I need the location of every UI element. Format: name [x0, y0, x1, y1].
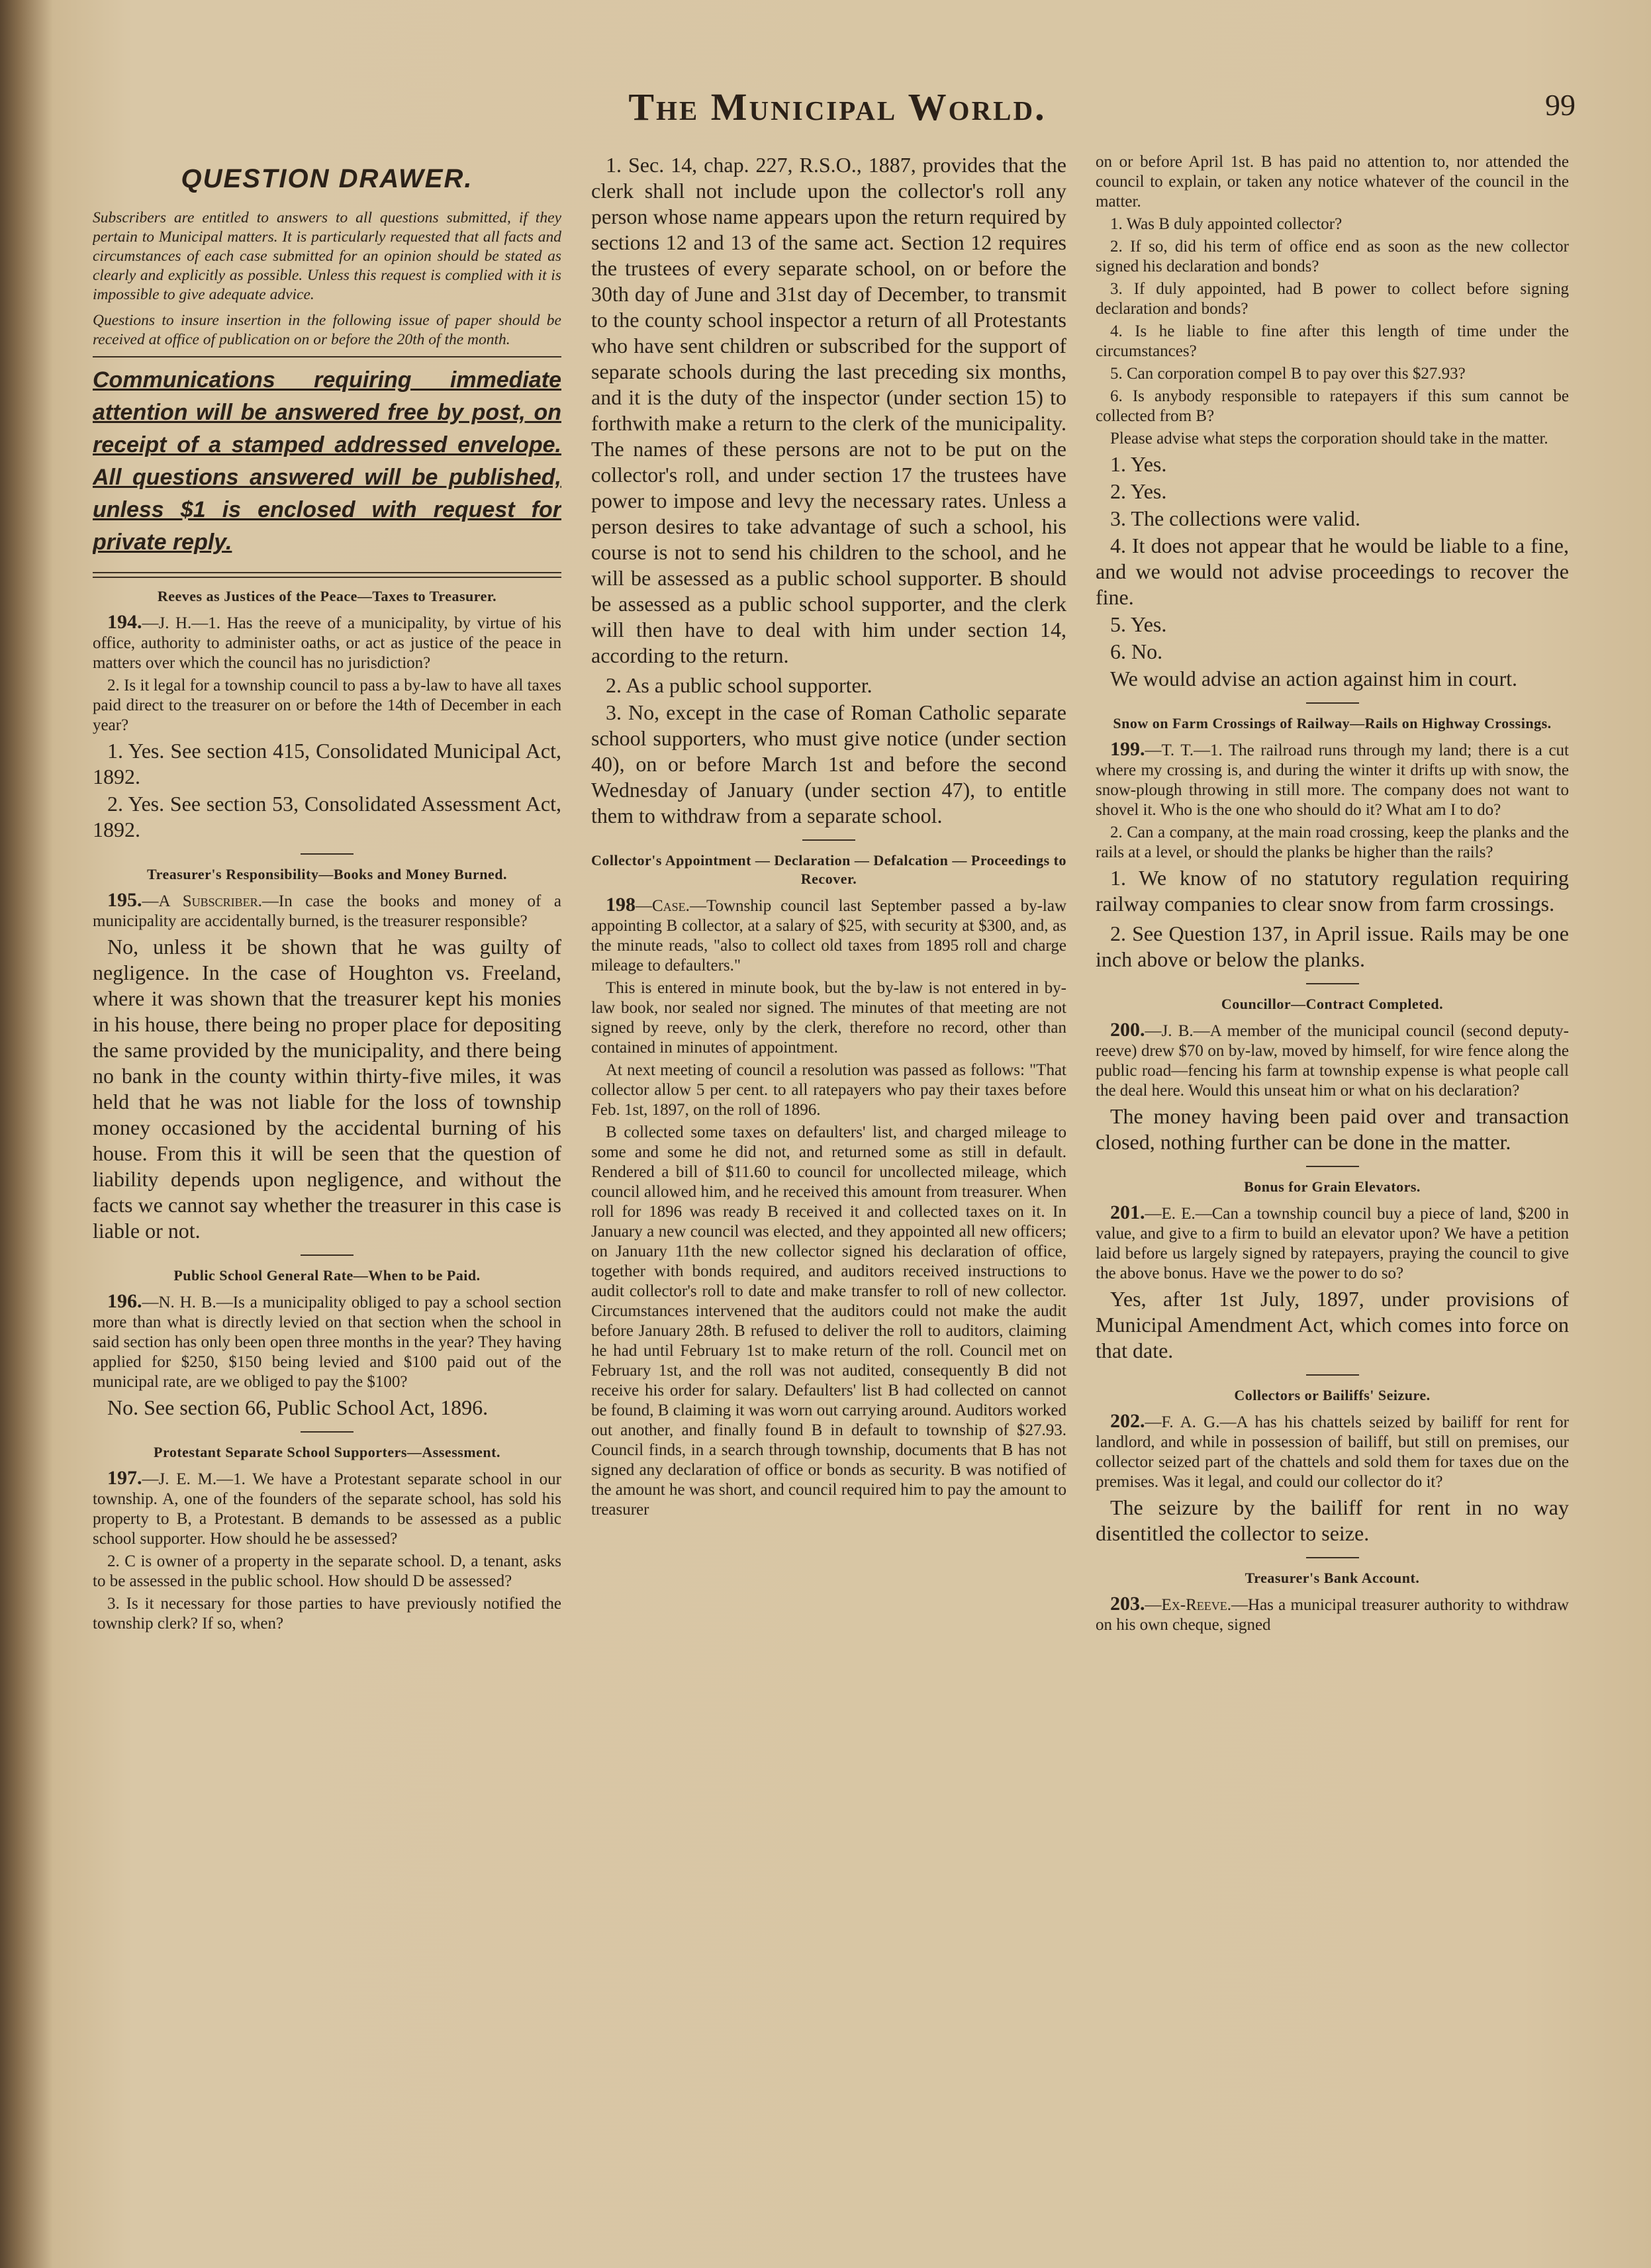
answer-198-4: 4. It does not appear that he would be liable to a fine, and we would not advise proceedings to recover the fine.	[1096, 534, 1569, 609]
answer-197-1: 1. Sec. 14, chap. 227, R.S.O., 1887, provides that the clerk shall not include upon the collector's roll any person whose name appears upon the return required by sections 12 and 13 of the same act. Section 12 requires the trustees of every separate school, on or before the 30th day of June and 31st day of December, to transmit to the county school inspector a return of all Protestants who have sent children or subscribed for the support of separate schools during the last preceding six months, and it is the duty of the inspector (under section 15) to forthwith make a return to the clerk of the municipality. The names of these persons are not to be put on the collector's roll, and under section 17 the trustees have power to impose and levy the necessary rates. Unless a person desires to take advantage of such a school, his course is not to send his children to the school, and he will be assessed as a public school supporter. B should be assessed as a public school supporter, and the clerk will then have to deal with him under section 14, according to the return.	[591, 153, 1066, 667]
question-197: 197.—J. E. M.—1. We have a Protestant separate school in our township. A, one of the founders of the separate school, has sold his property to B, a Protestant. B demands to be assessed as a public school supporter. How should he be assessed?	[93, 1467, 561, 1548]
question-198-2: 2. If so, did his term of office end as soon as the new collector signed his declaration and bonds?	[1096, 238, 1569, 275]
question-198-3: 3. If duly appointed, had B power to collect before signing declaration and bonds?	[1096, 280, 1569, 318]
short-divider	[301, 853, 354, 855]
question-198-para-3: At next meeting of council a resolution was passed as follows: "That collector allow 5 per cent. to all ratepayers who pay their taxes before Feb. 1st, 1897, on the roll of 1896.	[591, 1061, 1066, 1119]
question-198-1: 1. Was B duly appointed collector?	[1110, 215, 1343, 233]
answer-196: No. See section 66, Public School Act, 1896.	[107, 1395, 489, 1419]
question-195: 195.—A Subscriber.—In case the books and money of a municipality are accidentally burned, is the treasurer responsible?	[93, 889, 561, 930]
answer-198-5: 5. Yes.	[1110, 612, 1167, 636]
notice-box	[93, 364, 561, 559]
question-number: 201.	[1110, 1202, 1145, 1223]
short-divider	[1306, 702, 1359, 704]
answer-198-6: 6. No.	[1110, 639, 1163, 663]
heading-196: Public School General Rate—When to be Paid.	[173, 1267, 481, 1284]
short-divider	[1306, 1557, 1359, 1558]
answer-198-1: 1. Yes.	[1110, 452, 1167, 476]
short-divider	[1306, 1166, 1359, 1167]
heading-198: Collector's Appointment — Declaration — Defalcation — Proceedings to Recover.	[591, 852, 1066, 887]
question-202: 202.—F. A. G.—A has his chattels seized by bailiff for rent for landlord, and while in possession of bailiff, but still on premises, our collector seized part of the chattels and sold them for taxes due on the premises. Was it legal, and could our collector do it?	[1096, 1410, 1569, 1491]
question-194: 194.—J. H.—1. Has the reeve of a municipality, by virtue of his office, authority to administer oaths, or act as justice of the peace in matters over which the council has no jurisdiction?	[93, 611, 561, 672]
question-drawer-title: QUESTION DRAWER.	[181, 164, 473, 193]
question-number: 200.	[1110, 1019, 1145, 1041]
answer-200: The money having been paid over and transaction closed, nothing further can be done in the matter.	[1096, 1104, 1569, 1154]
answer-197-2: 2. As a public school supporter.	[606, 673, 873, 697]
question-198-continued: on or before April 1st. B has paid no attention to, nor attended the council to explain, or taken any notice whatever of the council in the matter.	[1096, 153, 1569, 211]
short-divider	[301, 1431, 354, 1433]
question-number: 194.	[107, 611, 142, 633]
question-196: 196.—N. H. B.—Is a municipality obliged to pay a school section more than what is directly levied on that section when the school in said section has only been open three months in the year? They having applied for $250, $150 being levied and $100 paid out of the municipal rate, are we obliged to pay the $100?	[93, 1290, 561, 1391]
question-198-para-4: B collected some taxes on defaulters' list, and charged mileage to some and some he did not, and returned some as still in default. Rendered a bill of $11.60 to council for uncollected mileage, which council allowed him, and he received this amount from treasurer. When roll for 1896 was ready B received it and collected taxes on it. In January a new council was elected, and they appointed all new officers; on January 11th the new collector signed his declaration of office, together with bonds required, and auditors received instructions to audit collector's roll to date and make transfer to roll of new collector. Circumstances intervened that the auditors could not make the audit before January 28th. B refused to deliver the roll to auditors, claiming he had until February 1st to make return of the roll. Council met on February 1st, and the roll was not audited, consequently B did not receive his order for salary. Defaulters' list B had collected on cannot be found, B claiming it was worn out carrying around. Auditors worked out another, and finally found B in default to township of $27.93. Council finds, in a search through township, documents that B has not signed any declaration of office or bonds as security. B was notified of the amount he was short, and council required him to pay the amount to treasurer	[591, 1123, 1066, 1519]
answer-198-advice: We would advise an action against him in court.	[1110, 667, 1518, 690]
question-201: 201.—E. E.—Can a township council buy a piece of land, $200 in value, and give to a firm to build an elevator upon? We have a petition laid before us largely signed by ratepayers, praying the council to give the above bonus. Have we the power to do so?	[1096, 1202, 1569, 1282]
intro-paragraph: Subscribers are entitled to answers to all questions submitted, if they pertain to Municipal matters. It is particularly requested that all facts and circumstances of each case submitted for an opinion should be stated as clearly and explicitly as possible. Unless this request is complied with it is impossible to give adequate advice.	[93, 209, 561, 303]
question-number: 197.	[107, 1467, 142, 1489]
question-199: 199.—T. T.—1. The railroad runs through my land; there is a cut where my crossing is, and during the winter it drifts up with snow, the snow-plough throwing in still more. The company does not want to shovel it. Who is the one who should do it? What am I to do?	[1096, 738, 1569, 819]
question-203: 203.—Ex-Reeve.—Has a municipal treasurer authority to withdraw on his own cheque, signed	[1096, 1593, 1569, 1634]
question-197-3: 3. Is it necessary for those parties to have previously notified the township clerk? If so, when?	[93, 1595, 561, 1632]
heading-202: Collectors or Bailiffs' Seizure.	[1234, 1387, 1431, 1403]
question-number: 195.	[107, 889, 142, 911]
answer-201: Yes, after 1st July, 1897, under provisions of Municipal Amendment Act, which comes into force on that date.	[1096, 1287, 1569, 1362]
question-number: 196.	[107, 1290, 142, 1312]
notice-text: Communications requiring immediate attention will be answered free by post, on receipt of a stamped addressed envelope. All questions answered will be published, unless $1 is enclosed with request for private reply.	[93, 367, 561, 555]
divider	[93, 356, 561, 357]
column-1	[93, 152, 561, 2208]
short-divider	[301, 1254, 354, 1256]
answer-195: No, unless it be shown that he was guilty of negligence. In the case of Houghton vs. Freeland, where it was shown that the treasurer kept his monies in his house, there being no proper place for depositing the same provided by the municipality, and there being no bank in the county within thirty-five miles, it was held that he was not liable for the loss of township money occasioned by the accidental burning of his house. From this it will be seen that the question of liability depends upon negligence, and without the facts we cannot say whether the treasurer in this case is liable or not.	[93, 935, 561, 1243]
answer-199-1: 1. We know of no statutory regulation requiring railway companies to clear snow from farm crossings.	[1096, 866, 1569, 916]
question-198-4: 4. Is he liable to fine after this length of time under the circumstances?	[1096, 322, 1569, 360]
answer-197-3: 3. No, except in the case of Roman Catholic separate school supporters, who must give notice (under section 40), on or before March 1st and before the second Wednesday of January (under section 47), to entitle them to withdraw from a separate school.	[591, 700, 1066, 827]
answer-202: The seizure by the bailiff for rent in no way disentitled the collector to seize.	[1096, 1495, 1569, 1545]
question-200: 200.—J. B.—A member of the municipal council (second deputy-reeve) drew $70 on by-law, moved by himself, for wire fence along the public road—fencing his farm at township expense is what people call the deal here. Would this unseat him or what on his declaration?	[1096, 1019, 1569, 1100]
page-header	[99, 85, 1576, 131]
heading-194: Reeves as Justices of the Peace—Taxes to Treasurer.	[157, 588, 497, 604]
question-199-2: 2. Can a company, at the main road crossing, keep the planks and the rails at a level, or should the planks be higher than the rails?	[1096, 824, 1569, 861]
heading-199: Snow on Farm Crossings of Railway—Rails on Highway Crossings.	[1113, 715, 1552, 732]
heading-195: Treasurer's Responsibility—Books and Money Burned.	[147, 866, 507, 882]
page-number: 99	[1545, 88, 1576, 122]
answer-194-2: 2. Yes. See section 53, Consolidated Assessment Act, 1892.	[93, 792, 561, 841]
column-3	[1096, 152, 1569, 2208]
answer-198-3: 3. The collections were valid.	[1110, 506, 1360, 530]
answer-194-1: 1. Yes. See section 415, Consolidated Municipal Act, 1892.	[93, 739, 561, 788]
double-divider	[93, 572, 561, 578]
question-198-6: 6. Is anybody responsible to ratepayers if this sum cannot be collected from B?	[1096, 387, 1569, 425]
heading-200: Councillor—Contract Completed.	[1221, 996, 1444, 1012]
answer-198-2: 2. Yes.	[1110, 479, 1167, 503]
heading-197: Protestant Separate School Supporters—Assessment.	[154, 1444, 500, 1460]
question-194-2: 2. Is it legal for a township council to pass a by-law to have all taxes paid direct to the treasurer on or before the 14th of December in each year?	[93, 677, 561, 734]
heading-203: Treasurer's Bank Account.	[1245, 1570, 1420, 1586]
intro-deadline: Questions to insure insertion in the following issue of paper should be received at office of publication on or before the 20th of the month.	[93, 312, 561, 348]
short-divider	[1306, 1374, 1359, 1376]
question-number: 203.	[1110, 1593, 1145, 1615]
question-198-5: 5. Can corporation compel B to pay over this $27.93?	[1110, 365, 1466, 383]
question-198-request: Please advise what steps the corporation should take in the matter.	[1110, 430, 1548, 448]
masthead: The Municipal World.	[628, 85, 1047, 128]
short-divider	[1306, 983, 1359, 984]
question-number: 199.	[1110, 738, 1145, 760]
question-number: 198	[606, 894, 636, 916]
short-divider	[802, 839, 855, 841]
question-197-2: 2. C is owner of a property in the separate school. D, a tenant, asks to be assessed in the public school. How should D be assessed?	[93, 1552, 561, 1590]
heading-201: Bonus for Grain Elevators.	[1244, 1178, 1421, 1195]
question-198: 198—Case.—Township council last September passed a by-law appointing B collector, at a salary of $25, with security at $300, and, as the minute reads, "also to collect old taxes from 1895 roll and charge mileage to defaulters."	[591, 894, 1066, 974]
answer-199-2: 2. See Question 137, in April issue. Rails may be one inch above or below the planks.	[1096, 921, 1569, 971]
column-2	[591, 152, 1066, 2208]
question-198-para-2: This is entered in minute book, but the by-law is not entered in by-law book, nor sealed nor signed. The minutes of that meeting are not signed by reeve, only by the clerk, therefore no record, other than contained in minutes of appointment.	[591, 979, 1066, 1057]
question-number: 202.	[1110, 1410, 1145, 1432]
